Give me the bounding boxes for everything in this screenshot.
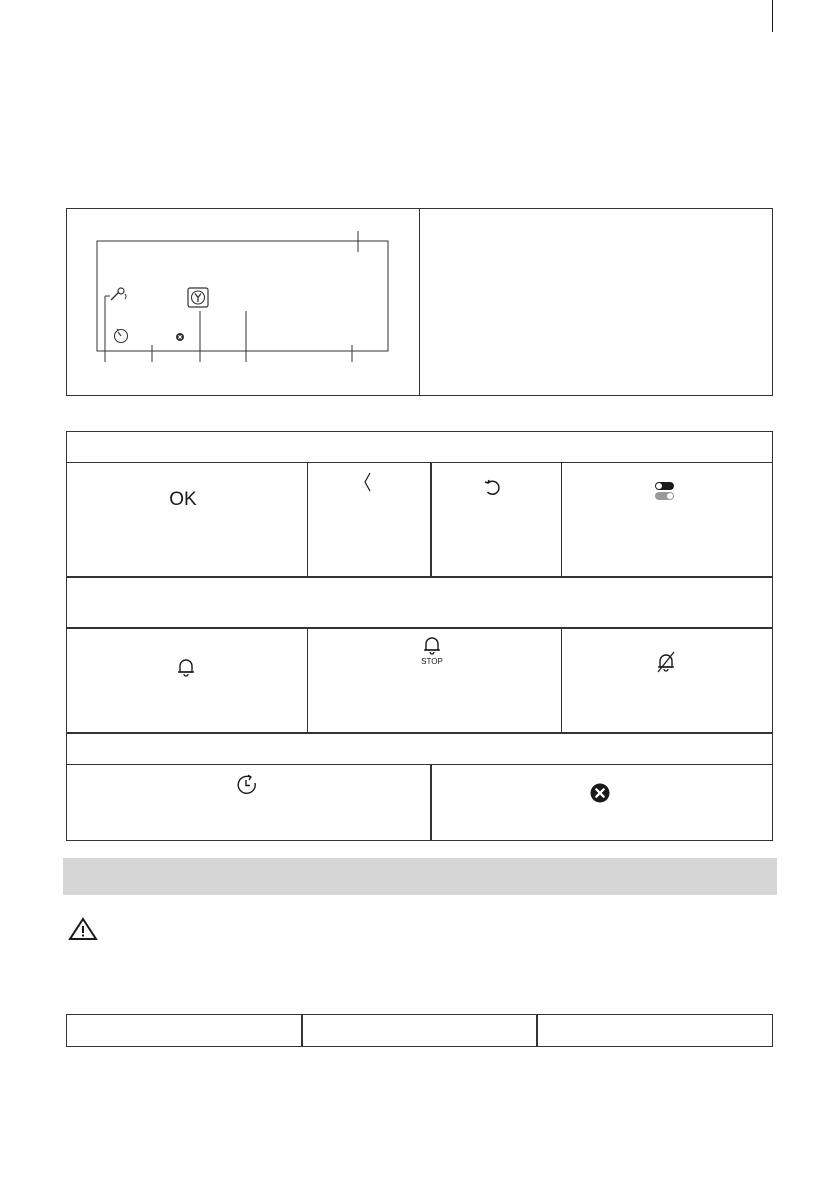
timer-icon: [115, 329, 128, 343]
table-rule: [66, 764, 773, 765]
cell-divider: [301, 1014, 303, 1047]
toggle-switch-icon: [655, 482, 675, 501]
cell-divider: [430, 463, 432, 577]
chevron-left-icon: [363, 472, 373, 492]
warning-triangle-icon: [68, 917, 98, 941]
bell-muted-icon: [656, 651, 676, 673]
close-circle-icon: [590, 783, 610, 803]
cell-divider: [561, 463, 562, 577]
cell-divider: [561, 629, 562, 733]
probe-icon: [111, 288, 126, 300]
table-rule: [66, 732, 773, 734]
table-rule: [66, 576, 773, 578]
table-rule: [66, 627, 773, 629]
bell-stop-icon: [423, 636, 441, 656]
bell-stop-label: STOP: [421, 657, 443, 666]
cell-divider: [307, 629, 308, 733]
ok-text-icon: OK: [169, 489, 197, 510]
bottom-table: [66, 1014, 773, 1047]
clock-refresh-icon: [236, 774, 258, 796]
display-frame: [97, 241, 388, 351]
undo-arrow-icon: [484, 479, 502, 499]
display-diagram: [66, 208, 420, 396]
close-small-icon: [176, 333, 184, 341]
cell-divider: [536, 1014, 538, 1047]
fan-icon: [188, 288, 208, 307]
crop-mark: [772, 0, 773, 32]
cell-divider: [307, 463, 308, 577]
bell-icon: [177, 657, 195, 677]
table-rule: [66, 840, 773, 841]
cell-divider: [430, 765, 432, 841]
table-rule: [66, 462, 773, 463]
section-heading-bar: [63, 858, 777, 895]
